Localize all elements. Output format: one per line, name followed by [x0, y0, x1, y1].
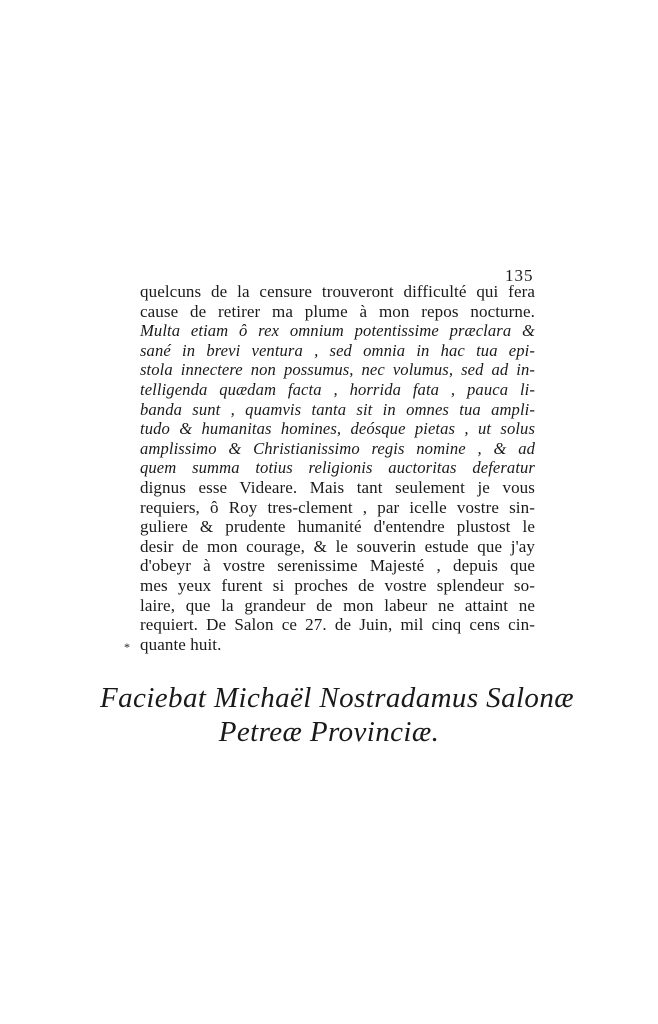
body-line: requiert. De Salon ce 27. de Juin, mil cinq cens cin- — [140, 615, 535, 635]
body-line-latin: amplissimo & Christianissimo regis nomine , & ad — [140, 438, 535, 458]
body-line: guliere & prudente humanité d'entendre plustost le — [140, 517, 535, 537]
body-line-latin: sané in brevi ventura , sed omnia in hac tua epi- — [140, 340, 535, 360]
body-line: cause de retirer ma plume à mon repos nocturne. — [140, 301, 535, 321]
body-line: dignus esse Videare. Mais tant seulement je vous — [140, 477, 535, 497]
body-line: quante huit. — [140, 634, 222, 654]
page-number: 135 — [505, 266, 534, 285]
body-line-latin: tudo & humanitas homines, deósque pietas , ut solus — [140, 419, 535, 439]
body-line: requiers, ô Roy tres-clement , par icelle vostre sin- — [140, 497, 535, 517]
body-line: quelcuns de la censure trouveront difficulté qui fera — [140, 282, 535, 301]
body-line-latin: Multa etiam ô rex omnium potentissime præclara & — [140, 321, 535, 341]
body-line: mes yeux furent si proches de vostre splendeur so- — [140, 575, 535, 595]
body-line: desir de mon courage, & le souverin estude que j'ay — [140, 536, 535, 556]
body-line-latin: telligenda quædam facta , horrida fata , pauca li- — [140, 379, 535, 399]
body-line: laire, que la grandeur de mon labeur ne attaint ne — [140, 595, 535, 615]
body-line-latin: stola innectere non possumus, nec volumus, sed ad in- — [140, 360, 535, 380]
margin-mark: * — [124, 640, 130, 654]
signature-line-2: Petreæ Provinciæ. — [218, 716, 440, 748]
body-line: d'obeyr à vostre serenissime Majesté , depuis que — [140, 556, 535, 576]
body-line-latin: banda sunt , quamvis tanta sit in omnes tua ampli- — [140, 399, 535, 419]
letter-body — [140, 282, 535, 654]
signature-line-1: Faciebat Michaël Nostradamus Salonæ — [100, 682, 574, 714]
body-line-latin: quem summa totius religionis auctoritas deferatur — [140, 458, 535, 478]
